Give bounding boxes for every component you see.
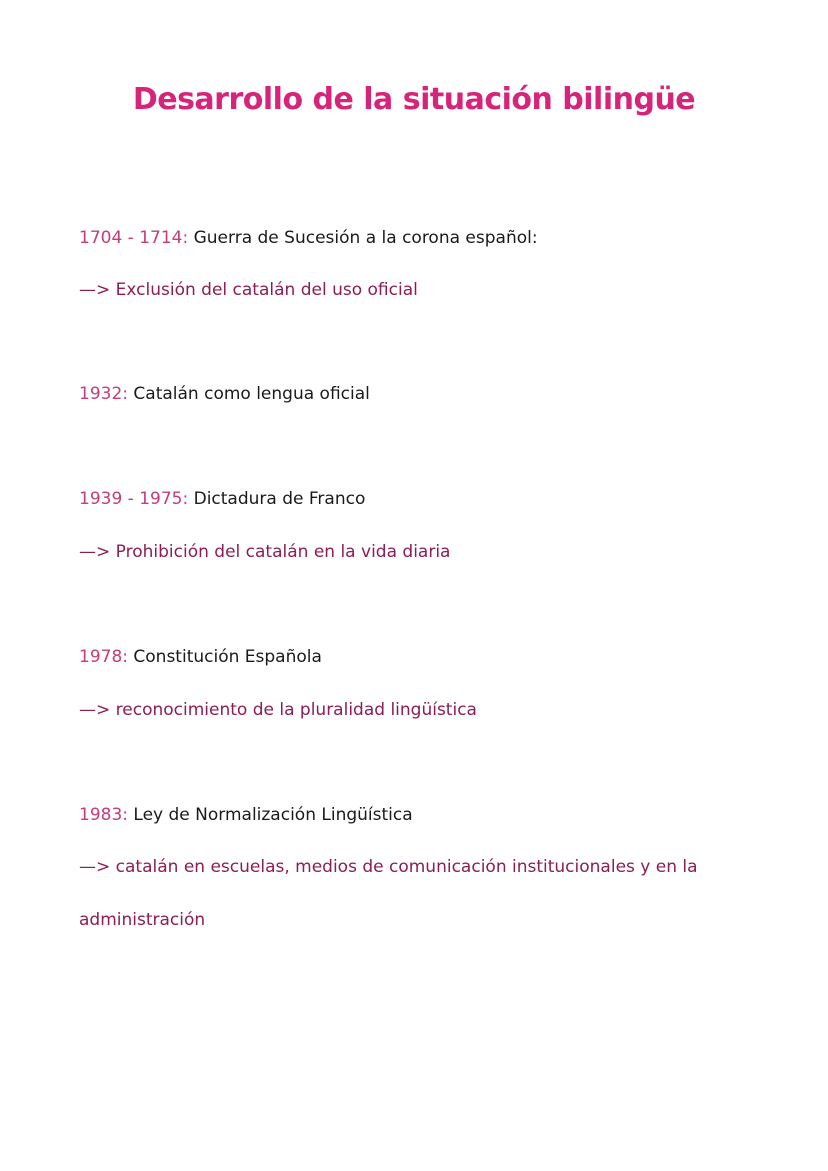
entry-event: Ley de Normalización Lingüística — [133, 805, 413, 825]
timeline-entry-1978 — [79, 645, 322, 669]
entry-event: Guerra de Sucesión a la corona español: — [193, 228, 538, 248]
timeline-entry-1932 — [79, 382, 370, 406]
entry-consequence-continued: administración — [79, 910, 206, 930]
timeline-entry-1704 — [79, 226, 538, 250]
entry-date: 1932: — [79, 384, 128, 404]
page-title: Desarrollo de la situación bilingüe — [132, 82, 696, 117]
entry-date: 1939 - 1975: — [79, 489, 189, 509]
entry-date: 1978: — [79, 647, 128, 667]
entry-event: Catalán como lengua oficial — [133, 384, 370, 404]
entry-event: Constitución Española — [133, 647, 322, 667]
entry-date: 1704 - 1714: — [79, 228, 189, 248]
entry-consequence: —> Exclusión del catalán del uso oficial — [79, 280, 418, 300]
timeline-entry-1939 — [79, 487, 365, 511]
entry-consequence: —> reconocimiento de la pluralidad lingüística — [79, 700, 477, 720]
entry-consequence: —> Prohibición del catalán en la vida diaria — [79, 542, 451, 562]
entry-consequence: —> catalán en escuelas, medios de comunicación institucionales y en la — [79, 857, 698, 877]
timeline-entry-1983 — [79, 803, 413, 827]
entry-date: 1983: — [79, 805, 128, 825]
entry-event: Dictadura de Franco — [193, 489, 366, 509]
